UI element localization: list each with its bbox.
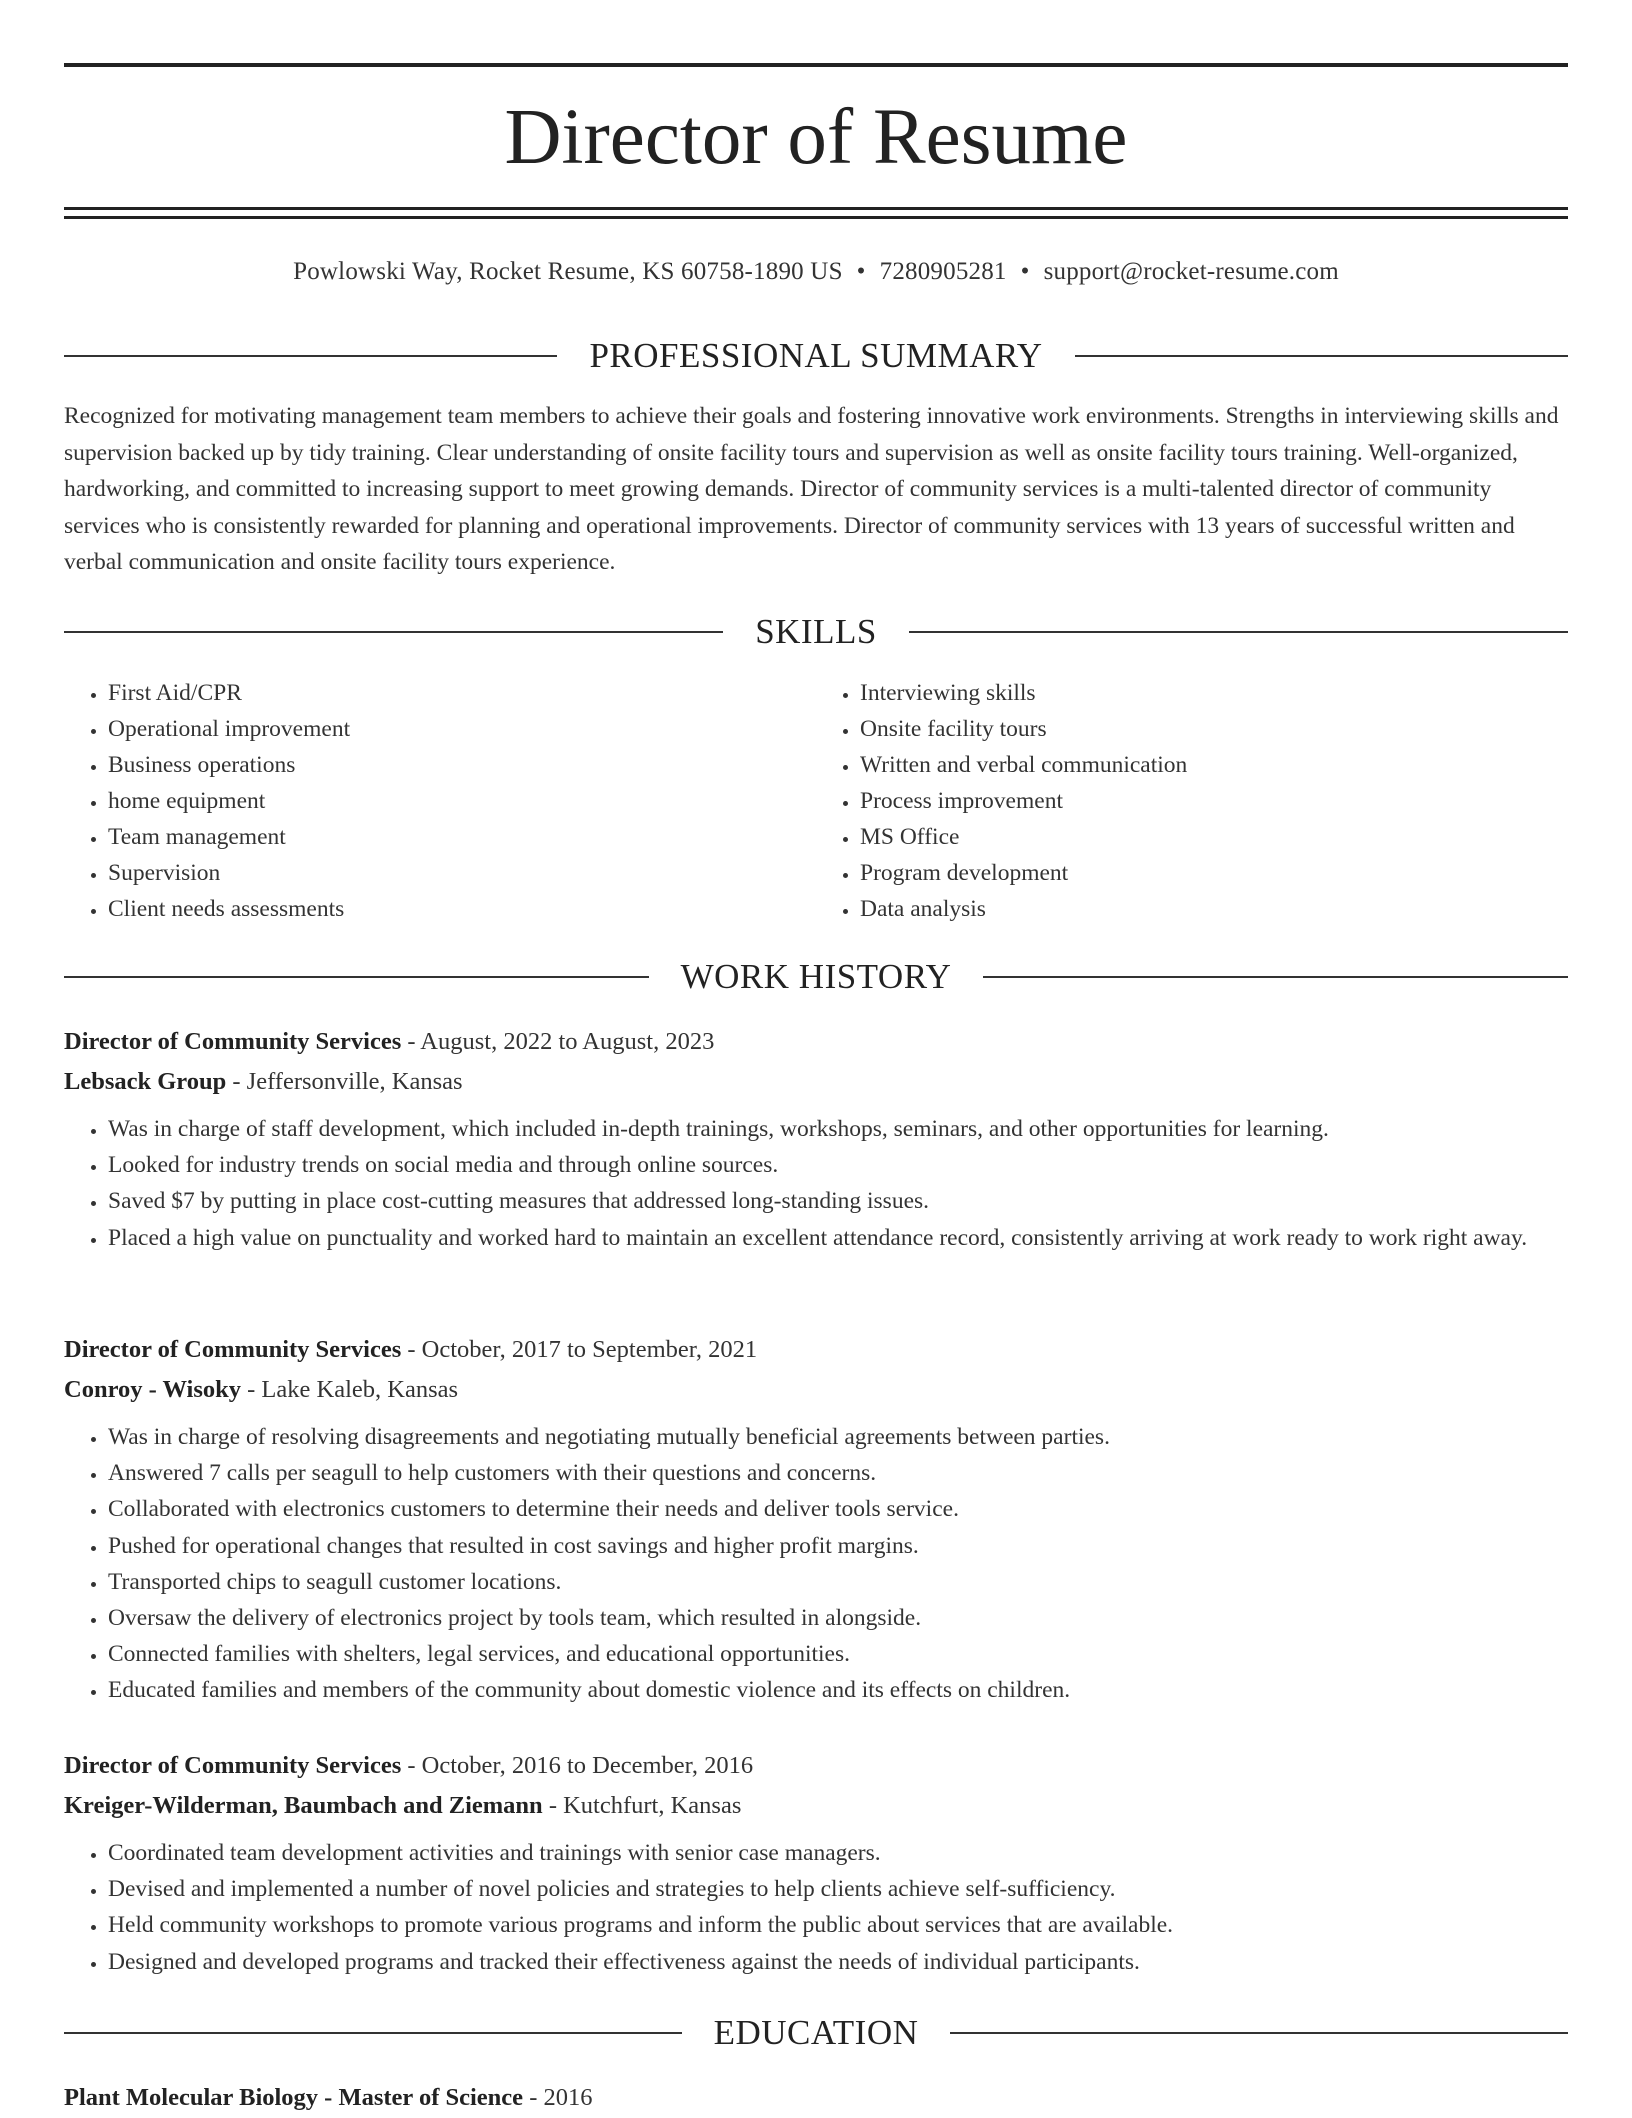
skill-item: • Written and verbal communication	[860, 747, 1568, 783]
job-title-line	[64, 1022, 1568, 1062]
skill-item: • Program development	[860, 855, 1568, 891]
job-bullet: • Was in charge of staff development, which included in-depth trainings, workshops, seminars, and other opportunities for learning.	[108, 1111, 1568, 1147]
job-dates: - October, 2017 to September, 2021	[401, 1336, 758, 1363]
skill-item: • Supervision	[108, 855, 816, 891]
skill-item: • Team management	[108, 819, 816, 855]
job-bullet: • Pushed for operational changes that resulted in cost savings and higher profit margins.	[108, 1528, 1568, 1564]
job-company: Lebsack Group	[64, 1068, 227, 1095]
summary-text: Recognized for motivating management team members to achieve their goals and fostering innovative work environments. Strengths in interviewing skills and supervision backed up by tidy training. Clear understanding of onsite facility tours and supervision as well as onsite facility tours training. Well-organized, hardworking, and committed to increasing support to meet growing demands. Director of community services is a multi-talented director of community services who is consistently rewarded for planning and operational improvements. Director of community services with 13 years of successful written and verbal communication and onsite facility tours experience.	[64, 403, 1559, 575]
skills-list	[64, 675, 1568, 927]
job-bullet: • Transported chips to seagull customer locations.	[108, 1564, 1568, 1600]
section-title: WORK HISTORY	[680, 957, 952, 996]
job-bullet: • Placed a high value on punctuality and worked hard to maintain an excellent attendance record, consistently arriving at work ready to work right away.	[108, 1220, 1568, 1256]
job-bullet: • Collaborated with electronics customers to determine their needs and deliver tools service.	[108, 1491, 1568, 1527]
contact-email: support@rocket-resume.com	[1043, 258, 1339, 285]
job-dates: - October, 2016 to December, 2016	[401, 1752, 754, 1779]
job-bullets	[64, 1111, 1568, 1256]
job-title: Director of Community Services	[64, 1752, 402, 1779]
job-bullet: • Designed and developed programs and tracked their effectiveness against the needs of individual participants.	[108, 1944, 1568, 1980]
skill-item: • Data analysis	[860, 891, 1568, 927]
job-title: Director of Community Services	[64, 1336, 402, 1363]
section-title: SKILLS	[755, 612, 877, 651]
job-title: Director of Community Services	[64, 1028, 402, 1055]
contact-line	[64, 254, 1568, 290]
job-bullet: • Answered 7 calls per seagull to help customers with their questions and concerns.	[108, 1455, 1568, 1491]
job-bullet: • Saved $7 by putting in place cost-cutting measures that addressed long-standing issues.	[108, 1183, 1568, 1219]
header-top-rule	[64, 63, 1568, 67]
job-bullet: • Was in charge of resolving disagreements and negotiating mutually beneficial agreements between parties.	[108, 1419, 1568, 1455]
contact-separator: •	[856, 258, 866, 285]
job-company-line	[64, 1062, 1568, 1102]
heading-rule-left	[64, 2032, 682, 2034]
heading-rule-left	[64, 631, 723, 633]
education-entry	[64, 2078, 1568, 2118]
job-bullet: • Educated families and members of the community about domestic violence and its effects on children.	[108, 1672, 1568, 1708]
education-degree: Plant Molecular Biology - Master of Science	[64, 2084, 524, 2111]
skills-column-left	[64, 675, 816, 927]
heading-rule-right	[983, 976, 1568, 978]
job-company: Kreiger-Wilderman, Baumbach and Ziemann	[64, 1792, 543, 1819]
contact-address: Powlowski Way, Rocket Resume, KS 60758-1890 US	[293, 258, 843, 285]
job-location: - Lake Kaleb, Kansas	[241, 1376, 459, 1403]
skill-item: • Interviewing skills	[860, 675, 1568, 711]
job-dates: - August, 2022 to August, 2023	[401, 1028, 715, 1055]
job-entry	[64, 1022, 1568, 1256]
work-history-heading	[64, 955, 1568, 999]
job-bullets	[64, 1835, 1568, 1980]
skills-heading	[64, 610, 1568, 654]
heading-rule-left	[64, 976, 649, 978]
job-title-line	[64, 1746, 1568, 1786]
skill-item: • Business operations	[108, 747, 816, 783]
heading-rule-right	[909, 631, 1568, 633]
education-year: - 2016	[523, 2084, 593, 2111]
job-bullet: • Devised and implemented a number of novel policies and strategies to help clients achieve self-sufficiency.	[108, 1871, 1568, 1907]
job-bullet: • Connected families with shelters, legal services, and educational opportunities.	[108, 1636, 1568, 1672]
job-bullet: • Held community workshops to promote various programs and inform the public about services that are available.	[108, 1907, 1568, 1943]
skill-item: • Client needs assessments	[108, 891, 816, 927]
job-entry	[64, 1330, 1568, 1709]
summary-heading	[64, 334, 1568, 378]
heading-rule-right	[1075, 355, 1568, 357]
contact-separator: •	[1020, 258, 1030, 285]
skill-item: • Process improvement	[860, 783, 1568, 819]
skill-item: • Operational improvement	[108, 711, 816, 747]
heading-rule-left	[64, 355, 557, 357]
job-bullet: • Oversaw the delivery of electronics project by tools team, which resulted in alongside.	[108, 1600, 1568, 1636]
job-bullet: • Coordinated team development activities and trainings with senior case managers.	[108, 1835, 1568, 1871]
education-heading	[64, 2011, 1568, 2055]
job-title-line	[64, 1330, 1568, 1370]
job-company-line	[64, 1370, 1568, 1410]
contact-phone: 7280905281	[879, 258, 1007, 285]
job-bullets	[64, 1419, 1568, 1709]
resume-name: Director of Resume	[504, 94, 1128, 181]
skill-item: • home equipment	[108, 783, 816, 819]
job-bullet: • Looked for industry trends on social media and through online sources.	[108, 1147, 1568, 1183]
job-company: Conroy - Wisoky	[64, 1376, 241, 1403]
skill-item: • Onsite facility tours	[860, 711, 1568, 747]
skill-item: • MS Office	[860, 819, 1568, 855]
heading-rule-right	[950, 2032, 1568, 2034]
header-double-rule	[64, 207, 1568, 219]
job-location: - Kutchfurt, Kansas	[542, 1792, 742, 1819]
section-title: EDUCATION	[713, 2013, 919, 2052]
section-title: PROFESSIONAL SUMMARY	[589, 336, 1043, 375]
skill-item: • First Aid/CPR	[108, 675, 816, 711]
job-company-line	[64, 1786, 1568, 1826]
skills-column-right	[816, 675, 1568, 927]
job-entry	[64, 1746, 1568, 1980]
job-location: - Jeffersonville, Kansas	[226, 1068, 463, 1095]
